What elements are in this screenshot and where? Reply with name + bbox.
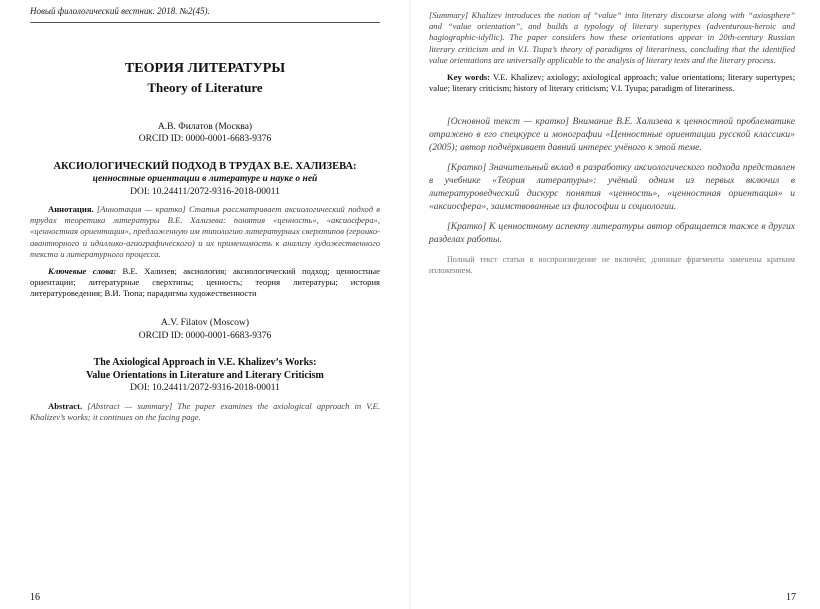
- abstract-en: [30, 401, 380, 423]
- section-title-en: Theory of Literature: [147, 80, 263, 96]
- article-subtitle-ru: ценностные ориентации в литературе и науке о ней: [92, 174, 318, 185]
- keywords-en: [429, 72, 795, 94]
- header-rule: [30, 22, 380, 23]
- abstract-en-label: Abstract.: [48, 400, 83, 411]
- orcid-en: ORCID ID: 0000-0001-6683-9376: [138, 330, 272, 341]
- keywords-ru-label: Ключевые слова:: [48, 265, 117, 276]
- doi-en: DOI: 10.24411/2072-9316-2018-00011: [130, 383, 280, 394]
- section-title-ru: ТЕОРИЯ ЛИТЕРАТУРЫ: [124, 61, 286, 76]
- right-column: [429, 10, 795, 276]
- article-title-en-1: The Axiological Approach in V.E. Khalizev’s Works:: [93, 357, 317, 369]
- running-head: Новый филологический вестник. 2018. №2(45).: [30, 6, 210, 16]
- body-summary-2: [Кратко] Значительный вклад в разработку аксиологического подхода представлен в учебнике «Теория литературы»: учёный одним из первых включил в литературоведческий дискурс понятия «ценность», «ценностная ориентация» и «аксиосфера», заимствованные из философии и социологии.: [429, 162, 795, 212]
- abstract-ru-label: Аннотация.: [48, 204, 94, 215]
- page-number-left: 16: [30, 592, 40, 603]
- keywords-ru-text: В.Е. Хализев; аксиология; аксиологический подход; ценностные ориентации; литературные сверхтипы; ценность; теория литературы; история литературоведения; В.И. Тюпа; парадигмы художественности: [30, 265, 380, 299]
- doi-ru: DOI: 10.24411/2072-9316-2018-00011: [130, 186, 280, 197]
- abstract-en-summary: [Abstract — summary] The paper examines the axiological approach in V.E. Khalizev’s works; it continues on the facing page.: [30, 400, 380, 422]
- left-column: [30, 24, 380, 423]
- abstract-ru-summary: [Аннотация — кратко] Статья рассматривает аксиологический подход в трудах теоретика литературы В.Е. Хализева: понятия «ценность», «аксиосфера», «ценностная ориентация», предложенную им типологию литературных сверхтипов (героико-авантюрного и идиллико-агиографического) и их применимость к анализу художественного текста и литературного процесса.: [30, 204, 380, 259]
- page-number-right: 17: [786, 592, 796, 603]
- abstract-ru: [30, 204, 380, 260]
- article-title-en-2: Value Orientations in Literature and Literary Criticism: [86, 370, 324, 382]
- body-summary-3: [Кратко] К ценностному аспекту литературы автор обращается также в других разделах работы.: [429, 221, 795, 246]
- author-en: A.V. Filatov (Moscow): [161, 318, 249, 329]
- keywords-ru: [30, 266, 380, 300]
- right-page: [411, 0, 820, 609]
- left-page: [0, 0, 409, 609]
- abstract-en-continued: [Summary] Khalizev introduces the notion of “value” into literary discourse along with “axiosphere” and “value orientation”, and builds a typology of literary supertypes (adventurous-heroic and hagiographic-idyllic). The paper considers how these orientations appear in 20th-century Russian literary criticism and in V.I. Tiupa’s theory of paradigms of literariness, concluding that the identified value orientations are universally applicable to the analysis of literary texts and the literary process.: [429, 10, 795, 65]
- keywords-en-label: Key words:: [447, 71, 491, 82]
- omission-note: Полный текст статьи в воспроизведение не включён; длинные фрагменты заменены кратким изложением.: [429, 254, 795, 275]
- orcid-ru: ORCID ID: 0000-0001-6683-9376: [138, 134, 272, 145]
- article-title-ru: АКСИОЛОГИЧЕСКИЙ ПОДХОД В ТРУДАХ В.Е. ХАЛИЗЕВА:: [53, 160, 357, 172]
- keywords-en-text: V.E. Khalizev; axiology; axiological approach; value orientations; literary supertypes; value; literary criticism; history of literary criticism; V.I. Tyupa; paradigm of literariness.: [429, 71, 795, 94]
- body-summary-1: [Основной текст — кратко] Внимание В.Е. Хализева к ценностной проблематике отражено в его спецкурсе и монографии «Ценностные ориентации русской классики» (2005); автор подчёркивает давний интерес учёного к этой теме.: [429, 116, 795, 153]
- author-ru: А.В. Филатов (Москва): [157, 122, 253, 133]
